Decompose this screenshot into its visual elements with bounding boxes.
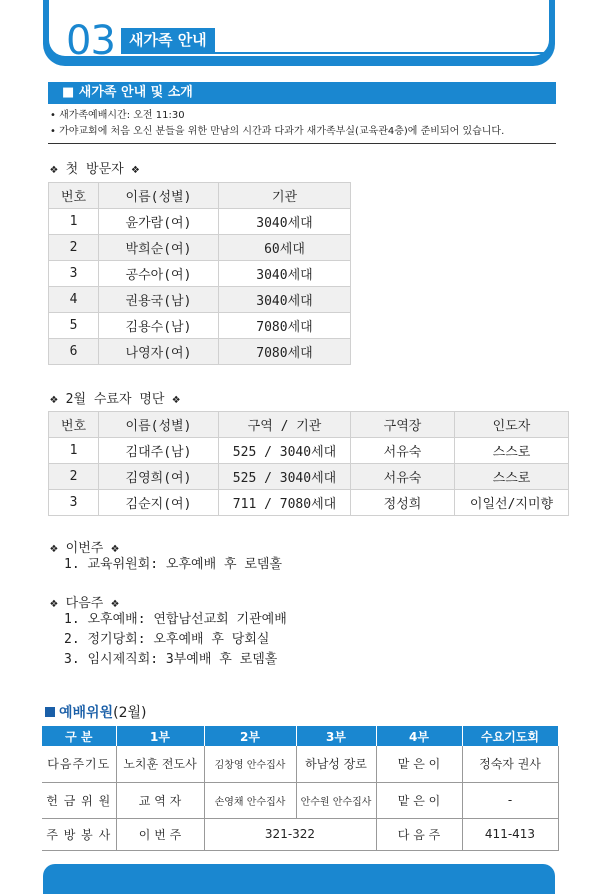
table-row xyxy=(49,313,351,339)
table-cell: 정성희 xyxy=(351,490,455,516)
intro-divider xyxy=(48,143,556,144)
table-row xyxy=(49,209,351,235)
intro-line: • 가야교회에 처음 오신 분들을 위한 만남의 시간과 다과가 새가족부실(교육관4층)에 준비되어 있습니다. xyxy=(50,126,505,137)
table-header-cell: 인도자 xyxy=(455,412,569,438)
table-header-cell: 번호 xyxy=(49,412,99,438)
table-cell: 525 / 3040세대 xyxy=(219,464,351,490)
table-header-cell: 이름(성별) xyxy=(99,412,219,438)
table-cell: 공수아(여) xyxy=(99,261,219,287)
worship-header-cell: 2부 xyxy=(204,726,296,746)
graduates-heading: ❖ 2월 수료자 명단 ❖ xyxy=(50,392,181,407)
worship-cell: 손영채 안수집사 xyxy=(204,782,296,818)
section-title: 새가족 안내 xyxy=(121,28,215,52)
table-cell: 김용수(남) xyxy=(99,313,219,339)
worship-cell: 정숙자 권사 xyxy=(462,746,558,782)
table-row xyxy=(49,464,569,490)
worship-row-label: 다음주기도 xyxy=(42,746,116,782)
worship-header-cell: 4부 xyxy=(376,726,462,746)
worship-title xyxy=(45,702,146,722)
table-cell: 스스로 xyxy=(455,464,569,490)
table-header-cell: 구역장 xyxy=(351,412,455,438)
worship-cell: - xyxy=(462,782,558,818)
worship-header-row xyxy=(42,726,558,746)
table-row xyxy=(49,438,569,464)
table-cell: 5 xyxy=(49,313,99,339)
table-cell: 스스로 xyxy=(455,438,569,464)
worship-cell: 321-322 xyxy=(204,818,376,850)
worship-table xyxy=(42,726,559,851)
worship-header-cell: 3부 xyxy=(296,726,376,746)
table-cell: 3040세대 xyxy=(219,261,351,287)
visitors-heading: ❖ 첫 방문자 ❖ xyxy=(50,162,140,177)
table-cell: 525 / 3040세대 xyxy=(219,438,351,464)
table-cell: 김대주(남) xyxy=(99,438,219,464)
table-cell: 김영희(여) xyxy=(99,464,219,490)
table-header-row xyxy=(49,412,569,438)
intro-bar-label: ■ 새가족 안내 및 소개 xyxy=(62,85,193,100)
table-cell: 3 xyxy=(49,490,99,516)
table-cell: 7080세대 xyxy=(219,339,351,365)
intro-line: • 새가족예배시간: 오전 11:30 xyxy=(50,110,185,121)
intro-text xyxy=(50,108,570,140)
worship-row-label: 헌 금 위 원 xyxy=(42,782,116,818)
table-cell: 3040세대 xyxy=(219,209,351,235)
worship-row-label: 주 방 봉 사 xyxy=(42,818,116,850)
table-cell: 6 xyxy=(49,339,99,365)
table-cell: 1 xyxy=(49,438,99,464)
worship-cell: 하남성 장로 xyxy=(296,746,376,782)
worship-header-cell: 구 분 xyxy=(42,726,116,746)
table-cell: 1 xyxy=(49,209,99,235)
worship-header-cell: 수요기도회 xyxy=(462,726,558,746)
worship-cell: 김창영 안수집사 xyxy=(204,746,296,782)
worship-cell: 맡 은 이 xyxy=(376,782,462,818)
table-cell: 서유숙 xyxy=(351,438,455,464)
table-row xyxy=(49,261,351,287)
worship-title-text: 예배위원 xyxy=(59,705,114,721)
visitors-table xyxy=(48,182,351,365)
table-cell: 3 xyxy=(49,261,99,287)
table-header-cell: 이름(성별) xyxy=(99,183,219,209)
worship-cell: 교 역 자 xyxy=(116,782,204,818)
this-week-list xyxy=(64,555,282,575)
list-item: 1. 오후예배: 연합남선교회 기관예배 xyxy=(64,612,287,627)
graduates-table xyxy=(48,411,569,516)
table-header-cell: 구역 / 기관 xyxy=(219,412,351,438)
table-row xyxy=(49,490,569,516)
intro-bar xyxy=(48,82,556,104)
table-header-cell: 기관 xyxy=(219,183,351,209)
table-cell: 2 xyxy=(49,235,99,261)
worship-row xyxy=(42,818,558,850)
worship-row xyxy=(42,746,558,782)
table-cell: 윤가람(여) xyxy=(99,209,219,235)
table-row xyxy=(49,339,351,365)
table-cell: 이일선/지미향 xyxy=(455,490,569,516)
table-cell: 서유숙 xyxy=(351,464,455,490)
table-cell: 권용국(남) xyxy=(99,287,219,313)
table-cell: 7080세대 xyxy=(219,313,351,339)
worship-cell: 411-413 xyxy=(462,818,558,850)
worship-row xyxy=(42,782,558,818)
list-item: 2. 정기당회: 오후예배 후 당회실 xyxy=(64,632,270,647)
worship-cell: 노치훈 전도사 xyxy=(116,746,204,782)
worship-cell: 다 음 주 xyxy=(376,818,462,850)
table-cell: 60세대 xyxy=(219,235,351,261)
worship-cell: 안수원 안수집사 xyxy=(296,782,376,818)
table-cell: 2 xyxy=(49,464,99,490)
table-header-row xyxy=(49,183,351,209)
table-cell: 3040세대 xyxy=(219,287,351,313)
next-week-list xyxy=(64,610,287,670)
table-row xyxy=(49,287,351,313)
worship-cell: 이 번 주 xyxy=(116,818,204,850)
section-title-underline xyxy=(121,52,549,54)
worship-header-cell: 1부 xyxy=(116,726,204,746)
list-item: 1. 교육위원회: 오후예배 후 로뎀홀 xyxy=(64,557,283,572)
square-icon xyxy=(45,707,55,717)
this-week-heading: ❖ 이번주 ❖ xyxy=(50,541,119,556)
table-cell: 김순지(여) xyxy=(99,490,219,516)
worship-title-month: (2월) xyxy=(113,705,147,721)
next-week-heading: ❖ 다음주 ❖ xyxy=(50,596,119,611)
table-row xyxy=(49,235,351,261)
table-header-cell: 번호 xyxy=(49,183,99,209)
table-cell: 박희순(여) xyxy=(99,235,219,261)
section-number: 03 xyxy=(66,18,115,64)
table-cell: 나영자(여) xyxy=(99,339,219,365)
worship-cell: 맡 은 이 xyxy=(376,746,462,782)
table-cell: 4 xyxy=(49,287,99,313)
table-cell: 711 / 7080세대 xyxy=(219,490,351,516)
list-item: 3. 임시제직회: 3부예배 후 로뎀홀 xyxy=(64,652,278,667)
